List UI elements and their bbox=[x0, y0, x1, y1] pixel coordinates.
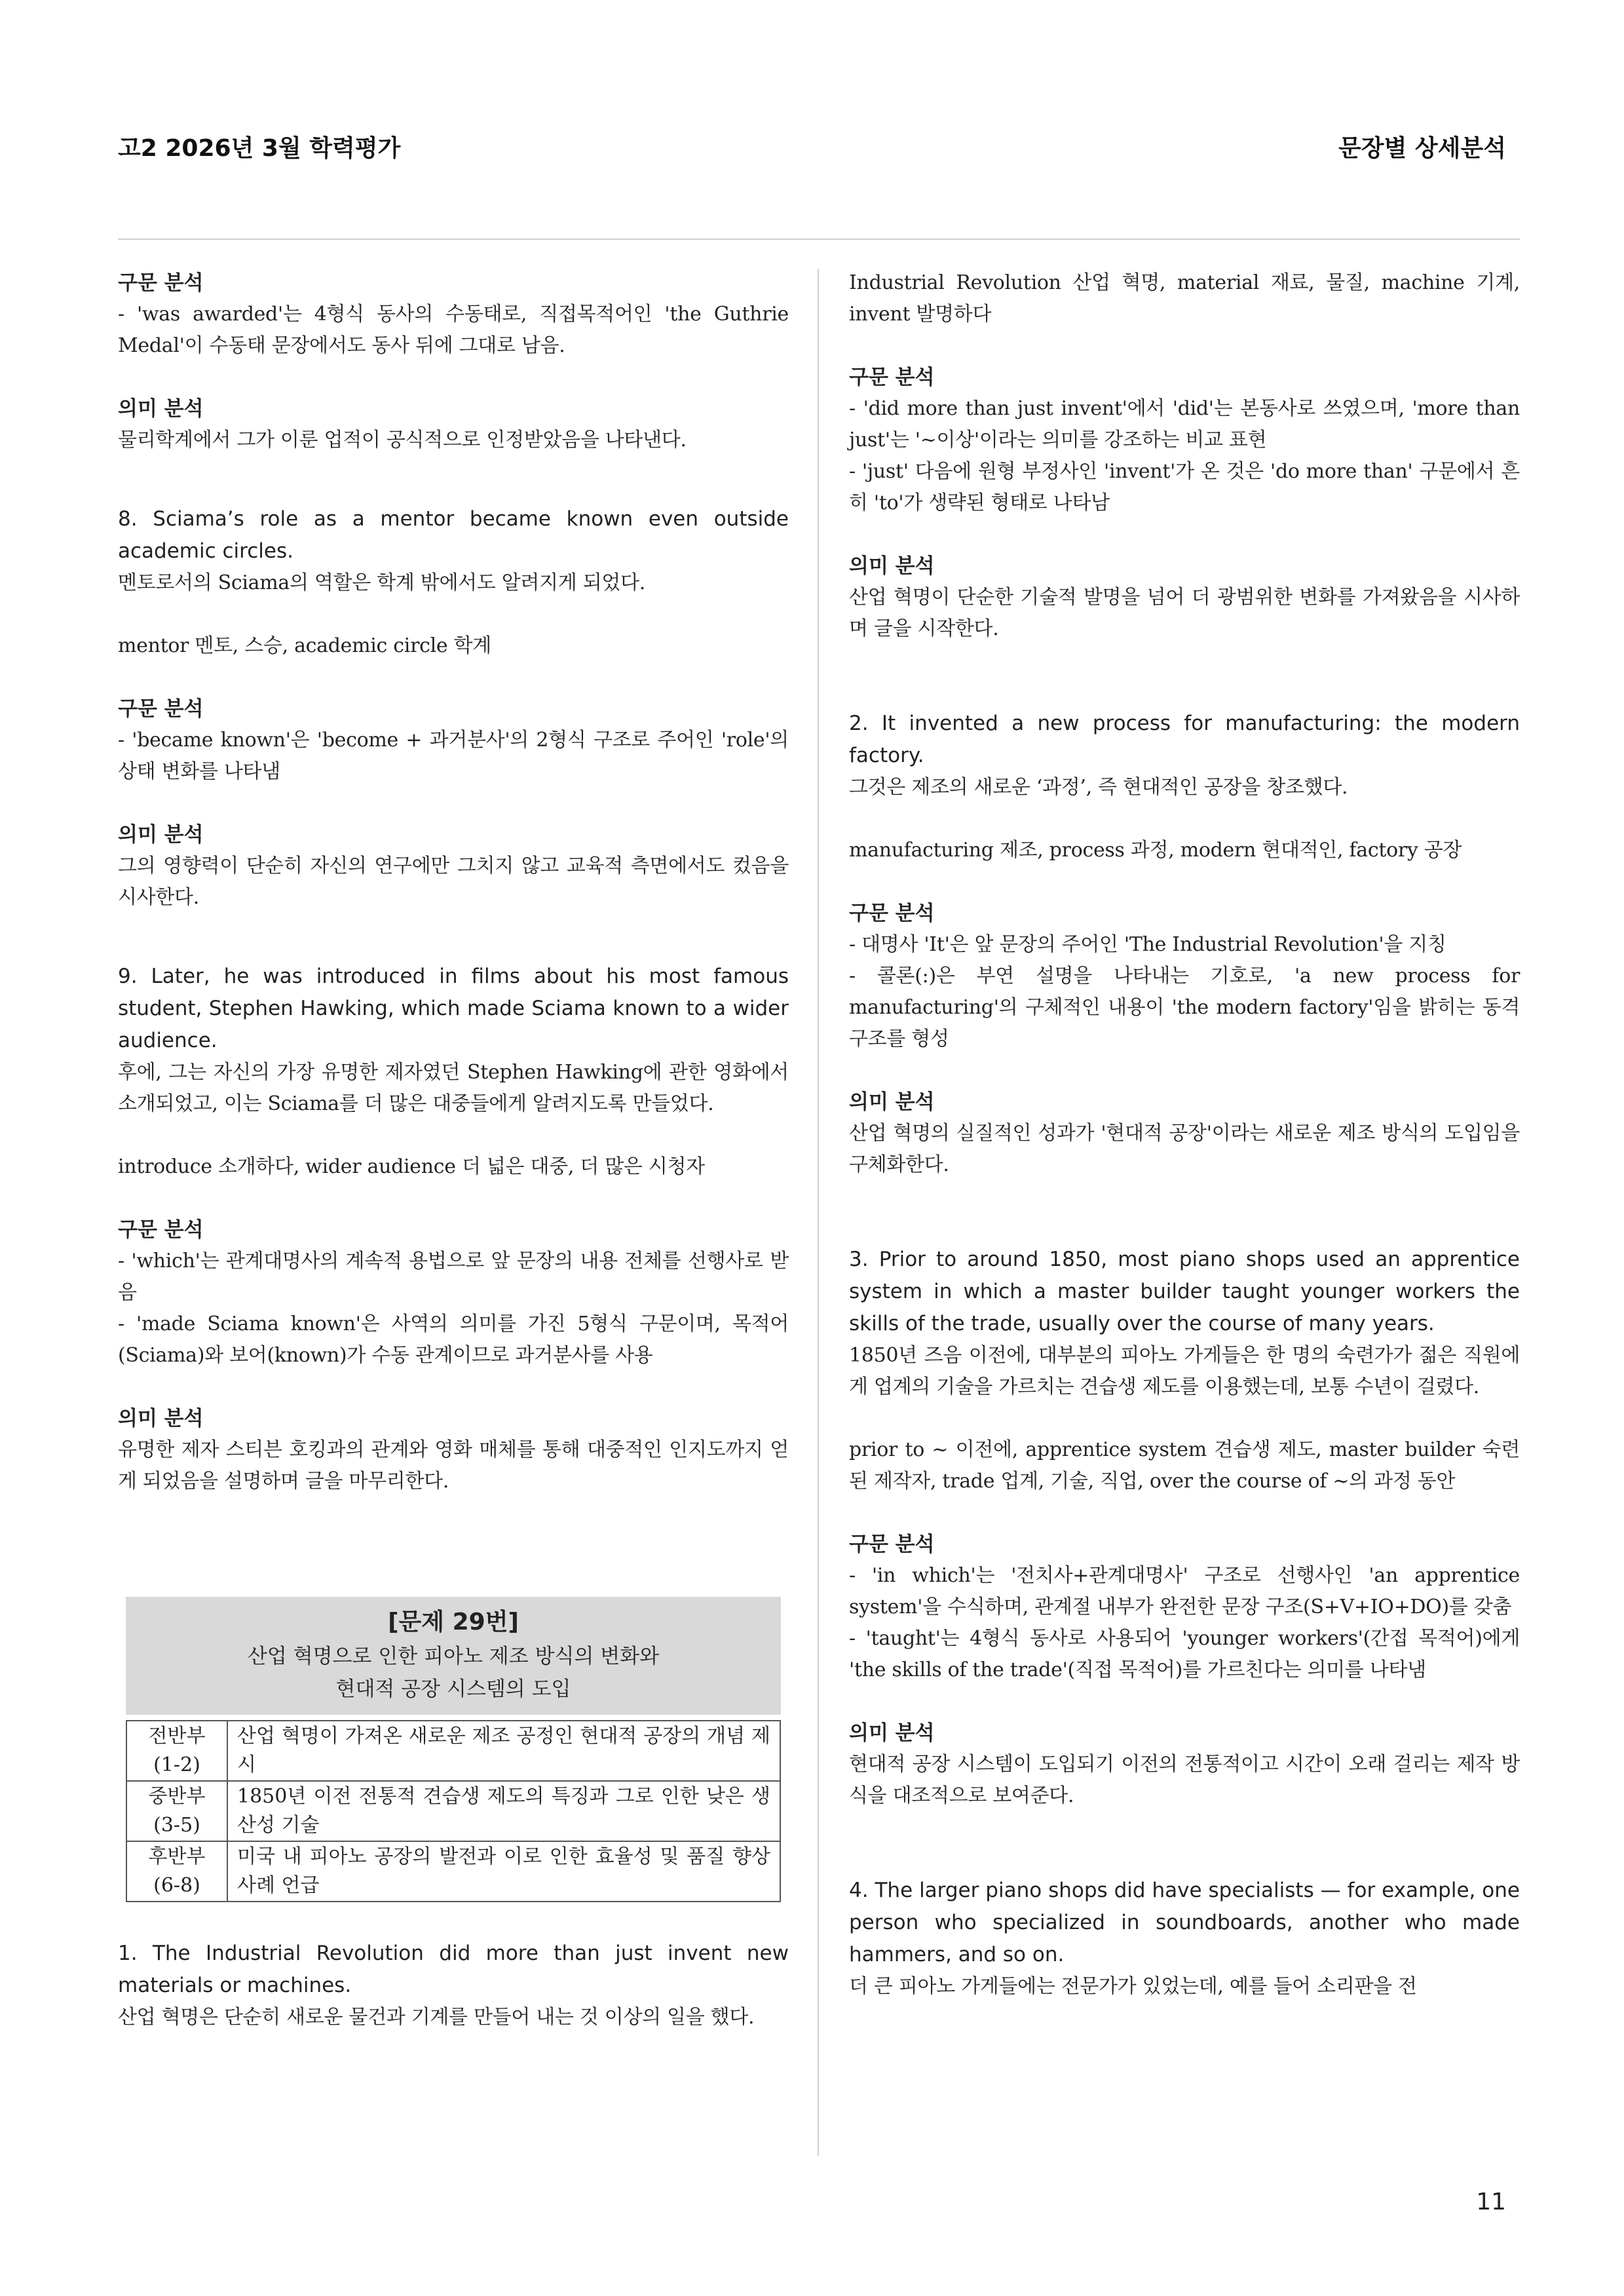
meaning-text: 그의 영향력이 단순히 자신의 연구에만 그치지 않고 교육적 측면에서도 컸음을 시사한다. bbox=[118, 854, 789, 909]
table-row bbox=[126, 1781, 780, 1841]
table-row bbox=[126, 1841, 780, 1902]
section-label bbox=[126, 1841, 227, 1902]
problem-subtitle: 현대적 공장 시스템의 도입 bbox=[335, 1677, 571, 1701]
sentence-2-english: 2. It invented a new process for manufacturing: the modern factory. bbox=[849, 712, 1520, 767]
sentence-2-korean: 그것은 제조의 새로운 ‘과정’, 즉 현대적인 공장을 창조했다. bbox=[849, 776, 1348, 799]
sentence-9-english: 9. Later, he was introduced in films about his most famous student, Stephen Hawking, which made Sciama known to a wider audience. bbox=[118, 965, 789, 1052]
section-label bbox=[126, 1721, 227, 1781]
problem-subtitle: 산업 혁명으로 인한 피아노 제조 방식의 변화와 bbox=[247, 1645, 660, 1668]
page-number: 11 bbox=[1476, 2189, 1506, 2215]
section-name: 중반부 bbox=[148, 1785, 206, 1808]
section-summary: 산업 혁명이 가져온 새로운 제조 공정인 현대적 공장의 개념 제시 bbox=[227, 1721, 780, 1781]
sentence-3-vocab: prior to ~ 이전에, apprentice system 견습생 제도, master builder 숙련된 제작자, trade 업계, 기술, 직업, over the course of ~의 과정 동안 bbox=[849, 1438, 1520, 1493]
grammar-text: - 'just' 다음에 원형 부정사인 'invent'가 온 것은 'do more than' 구문에서 흔히 'to'가 생략된 형태로 나타남 bbox=[849, 460, 1520, 514]
meaning-text: 유명한 제자 스티븐 호킹과의 관계와 영화 매체를 통해 대중적인 인지도까지 얻게 되었음을 설명하며 글을 마무리한다. bbox=[118, 1438, 789, 1493]
grammar-text: - 'in which'는 '전치사+관계대명사' 구조로 선행사인 'an apprentice system'을 수식하며, 관계절 내부가 완전한 문장 구조(S+V+IO+DO)를 갖춤 bbox=[849, 1564, 1520, 1618]
section-name: 후반부 bbox=[148, 1845, 206, 1868]
sentence-1-vocab: Industrial Revolution 산업 혁명, material 재료, 물질, machine 기계, invent 발명하다 bbox=[849, 271, 1520, 326]
grammar-text: - 'did more than just invent'에서 'did'는 본동사로 쓰였으며, 'more than just'는 '~이상'이라는 의미를 강조하는 비교 표현 bbox=[849, 397, 1520, 451]
sentence-8-english: 8. Sciama’s role as a mentor became known even outside academic circles. bbox=[118, 507, 789, 563]
grammar-text: - 대명사 'It'은 앞 문장의 주어인 'The Industrial Revolution'을 지칭 bbox=[849, 933, 1446, 956]
grammar-heading: 구문 분석 bbox=[849, 366, 935, 389]
problem-title: [문제 29번] bbox=[388, 1609, 519, 1636]
sentence-8-vocab: mentor 멘토, 스승, academic circle 학계 bbox=[118, 634, 491, 657]
meaning-heading: 의미 분석 bbox=[849, 1090, 935, 1114]
sentence-1-korean: 산업 혁명은 단순히 새로운 물건과 기계를 만들어 내는 것 이상의 일을 했다. bbox=[118, 2006, 755, 2029]
grammar-text: - 콜론(:)은 부연 설명을 나타내는 기호로, 'a new process for manufacturing'의 구체적인 내용이 'the modern factory'임을 밝히는 동격 구조를 형성 bbox=[849, 965, 1520, 1050]
section-summary: 1850년 이전 전통적 견습생 제도의 특징과 그로 인한 낮은 생산성 기술 bbox=[227, 1781, 780, 1841]
sentence-3-english: 3. Prior to around 1850, most piano shops used an apprentice system in which a master builder taught younger workers the skills of the trade, usually over the course of many years. bbox=[849, 1248, 1520, 1335]
meaning-heading: 의미 분석 bbox=[118, 1407, 204, 1430]
section-range: (3-5) bbox=[153, 1814, 200, 1837]
right-column bbox=[849, 267, 1520, 2002]
grammar-text: - 'which'는 관계대명사의 계속적 용법으로 앞 문장의 내용 전체를 선행사로 받음 bbox=[118, 1250, 789, 1304]
grammar-text: - 'was awarded'는 4형식 동사의 수동태로, 직접목적어인 'the Guthrie Medal'이 수동태 문장에서도 동사 뒤에 그대로 남음. bbox=[118, 303, 789, 357]
section-range: (1-2) bbox=[153, 1753, 200, 1776]
sentence-2-vocab: manufacturing 제조, process 과정, modern 현대적인, factory 공장 bbox=[849, 839, 1462, 862]
grammar-heading: 구문 분석 bbox=[118, 697, 204, 721]
grammar-text: - 'made Sciama known'은 사역의 의미를 가진 5형식 구문이며, 목적어(Sciama)와 보어(known)가 수동 관계이므로 과거분사를 사용 bbox=[118, 1312, 789, 1367]
left-column bbox=[118, 267, 789, 2033]
meaning-heading: 의미 분석 bbox=[849, 554, 935, 578]
grammar-text: - 'became known'은 'become + 과거분사'의 2형식 구조로 주어인 'role'의 상태 변화를 나타냄 bbox=[118, 729, 789, 783]
document-header-section: 문장별 상세분석 bbox=[1338, 135, 1506, 162]
sentence-3-korean: 1850년 즈음 이전에, 대부분의 피아노 가게들은 한 명의 숙련가가 젊은 직원에게 업계의 기술을 가르치는 견습생 제도를 이용했는데, 보통 수년이 걸렸다. bbox=[849, 1344, 1520, 1398]
problem-summary-box bbox=[126, 1597, 781, 1715]
sentence-4-korean: 더 큰 피아노 가게들에는 전문가가 있었는데, 예를 들어 소리판을 전 bbox=[849, 1975, 1417, 1998]
grammar-text: - 'taught'는 4형식 동사로 사용되어 'younger workers'(간접 목적어)에게 'the skills of the trade'(직접 목적어)를 가르친다는 의미를 나타냄 bbox=[849, 1627, 1520, 1681]
grammar-heading: 구문 분석 bbox=[118, 271, 204, 295]
grammar-heading: 구문 분석 bbox=[849, 1533, 935, 1556]
structure-table bbox=[126, 1720, 781, 1902]
column-divider bbox=[818, 269, 819, 2156]
section-range: (6-8) bbox=[153, 1874, 200, 1897]
meaning-heading: 의미 분석 bbox=[849, 1721, 935, 1745]
sentence-9-vocab: introduce 소개하다, wider audience 더 넓은 대중, 더 많은 시청자 bbox=[118, 1155, 705, 1178]
meaning-text: 산업 혁명이 단순한 기술적 발명을 넘어 더 광범위한 변화를 가져왔음을 시사하며 글을 시작한다. bbox=[849, 586, 1520, 640]
meaning-text: 산업 혁명의 실질적인 성과가 '현대적 공장'이라는 새로운 제조 방식의 도입임을 구체화한다. bbox=[849, 1122, 1520, 1176]
meaning-text: 현대적 공장 시스템이 도입되기 이전의 전통적이고 시간이 오래 걸리는 제작 방식을 대조적으로 보여준다. bbox=[849, 1753, 1520, 1807]
sentence-1-english: 1. The Industrial Revolution did more than just invent new materials or machines. bbox=[118, 1942, 789, 1997]
sentence-9-korean: 후에, 그는 자신의 가장 유명한 제자였던 Stephen Hawking에 관한 영화에서 소개되었고, 이는 Sciama를 더 많은 대중들에게 알려지도록 만들었다. bbox=[118, 1061, 789, 1115]
table-row bbox=[126, 1721, 780, 1781]
header-divider bbox=[118, 239, 1520, 240]
sentence-4-english: 4. The larger piano shops did have specialists — for example, one person who specialized in soundboards, another who made hammers, and so on. bbox=[849, 1879, 1520, 1966]
sentence-8-korean: 멘토로서의 Sciama의 역할은 학계 밖에서도 알려지게 되었다. bbox=[118, 571, 645, 594]
meaning-text: 물리학계에서 그가 이룬 업적이 공식적으로 인정받았음을 나타낸다. bbox=[118, 429, 687, 451]
meaning-heading: 의미 분석 bbox=[118, 823, 204, 847]
meaning-heading: 의미 분석 bbox=[118, 397, 204, 421]
document-header-title: 고2 2026년 3월 학력평가 bbox=[118, 135, 401, 162]
grammar-heading: 구문 분석 bbox=[849, 902, 935, 925]
section-summary: 미국 내 피아노 공장의 발전과 이로 인한 효율성 및 품질 향상 사례 언급 bbox=[227, 1841, 780, 1902]
section-name: 전반부 bbox=[148, 1725, 206, 1748]
grammar-heading: 구문 분석 bbox=[118, 1218, 204, 1242]
section-label bbox=[126, 1781, 227, 1841]
